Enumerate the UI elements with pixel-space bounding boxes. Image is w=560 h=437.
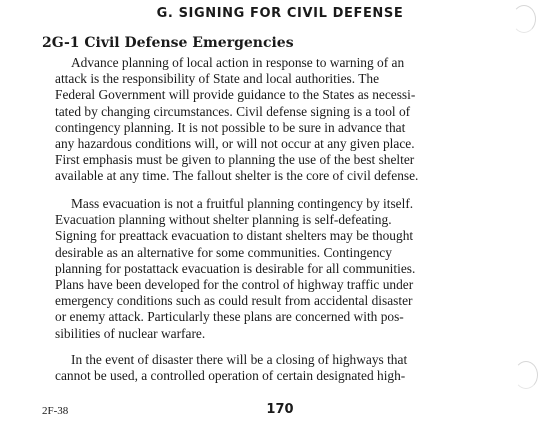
paragraph-line: any hazardous conditions will, or will not occur at any given place. [55,135,415,151]
paragraph-line: In the event of disaster there will be a closing of highways that [71,352,408,367]
paragraph-line: emergency conditions such as could result from accidental disaster [55,293,413,309]
paragraph-line: Plans have been developed for the control of highway traffic under [55,276,414,292]
paragraph-2 [55,196,495,342]
paragraph-line: available at any time. The fallout shelter is the core of civil defense. [55,168,419,184]
paragraph-line: First emphasis must be given to planning the use of the best shelter [55,152,415,168]
page-number: 170 [266,402,294,417]
paragraph-line: Advance planning of local action in response to warning of an [71,55,405,70]
paragraph-3 [55,352,495,384]
paragraph-line: cannot be used, a controlled operation of certain designated high- [55,368,406,384]
paragraph-1 [55,55,495,185]
paragraph-line: desirable as an alternative for some communities. Contingency [55,244,392,260]
paragraph-line: Signing for preattack evacuation to distant shelters may be thought [55,228,414,244]
paragraph-line: Mass evacuation is not a fruitful planning contingency by itself. [71,196,414,211]
binder-hole-bottom [514,361,538,389]
paragraph-line: planning for postattack evacuation is desirable for all communities. [55,260,416,276]
paragraph-line: contingency planning. It is not possible to be sure in advance that [55,119,406,135]
paragraph-line: attack is the responsibility of State and local authorities. The [55,71,380,87]
footer-code: 2F-38 [42,405,69,417]
paragraph-line: tated by changing circumstances. Civil defense signing is a tool of [55,103,411,119]
subsection-title: 2G-1 Civil Defense Emergencies [42,35,294,51]
paragraph-line: Evacuation planning without shelter planning is self-defeating. [55,212,392,228]
paragraph-line: sibilities of nuclear warfare. [55,325,206,341]
paragraph-line: or enemy attack. Particularly these plans are concerned with pos- [55,309,404,325]
paragraph-line: Federal Government will provide guidance to the States as necessi- [55,87,416,103]
section-title: G. SIGNING FOR CIVIL DEFENSE [156,6,404,21]
